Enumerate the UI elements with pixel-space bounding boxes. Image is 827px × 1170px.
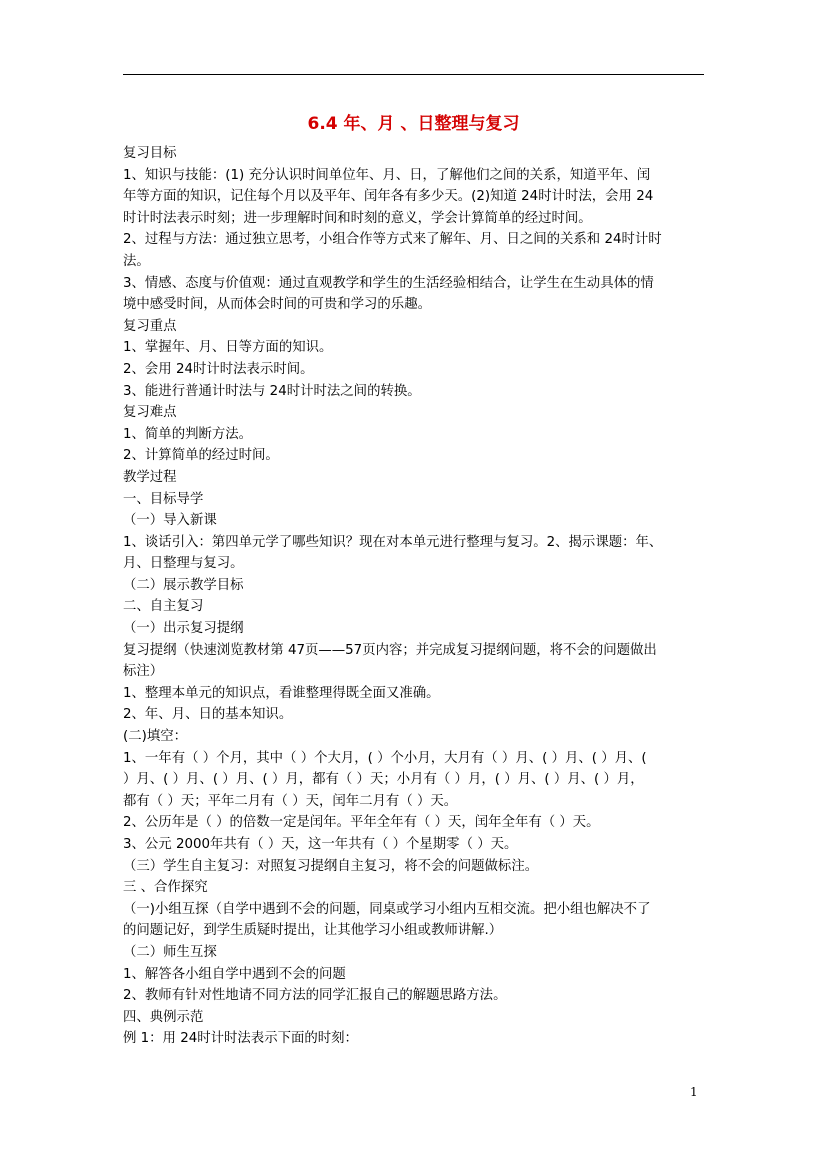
text-line: 教学过程 (123, 469, 177, 485)
text-line: 1、谈话引入：第四单元学了哪些知识？现在对本单元进行整理与复习。2、揭示课题：年、 (123, 534, 663, 550)
header-rule (123, 74, 704, 75)
text-line: （一）出示复习提纲 (123, 621, 244, 637)
text-line: （三）学生自主复习：对照复习提纲自主复习，将不会的问题做标注。 (123, 858, 539, 874)
text-line: 四、典例示范 (123, 1009, 204, 1025)
text-line: (二)填空： (123, 729, 188, 745)
text-line: 2、教师有针对性地请不同方法的同学汇报自己的解题思路方法。 (123, 988, 507, 1004)
text-line: 复习目标 (123, 146, 177, 161)
document-title: 6.4 年、月 、日整理与复习 (307, 114, 520, 134)
text-line: 标注） (123, 664, 164, 680)
text-line: 境中感受时间，从而体会时间的可贵和学习的乐趣。 (123, 297, 431, 313)
text-line: （二）师生互探 (123, 944, 217, 960)
text-line: 1、一年有（ ）个月，其中（ ）个大月，( ）个小月，大月有（ ）月、( ）月、( ）月、( (123, 750, 647, 766)
text-line: 1、掌握年、月、日等方面的知识。 (123, 340, 333, 356)
text-line: 时计时法表示时刻；进一步理解时间和时刻的意义，学会计算简单的经过时间。 (123, 210, 592, 226)
text-line: 3、情感、态度与价值观：通过直观教学和学生的生活经验相结合，让学生在生动具体的情 (123, 275, 654, 291)
text-line: （一)小组互探（自学中遇到不会的问题，同桌或学习小组内互相交流。把小组也解决不了 (123, 901, 651, 917)
text-line: （一）导入新课 (123, 513, 217, 529)
text-line: 复习提纲（快速浏览教材第 47页——57页内容；并完成复习提纲问题，将不会的问题做出 (123, 642, 657, 658)
text-line: 的问题记好，到学生质疑时提出，让其他学习小组或教师讲解.） (123, 923, 503, 939)
text-line: 三 、合作探究 (123, 880, 208, 896)
text-line: 2、公历年是（ ）的倍数一定是闰年。平年全年有（ ）天，闰年全年有（ ）天。 (123, 815, 600, 831)
document-body (123, 143, 721, 1050)
text-line: 2、计算简单的经过时间。 (123, 448, 279, 464)
text-line: 月、日整理与复习。 (123, 556, 244, 572)
text-line: 复习难点 (123, 405, 177, 421)
text-line: 3、能进行普通计时法与 24时计时法之间的转换。 (123, 383, 421, 399)
text-line: 例 1：用 24时计时法表示下面的时刻： (123, 1031, 358, 1047)
text-line: 1、整理本单元的知识点，看谁整理得既全面又准确。 (123, 685, 440, 701)
text-line: 都有（ ）天；平年二月有（ ）天，闰年二月有（ ）天。 (123, 793, 458, 809)
text-line: ）月、( ）月、( ）月、( ）月，都有（ ）天；小月有（ ）月，( ）月、( ）月、( ）月， (123, 772, 644, 788)
text-line: （二）展示教学目标 (123, 577, 244, 593)
text-line: 复习重点 (123, 318, 177, 334)
text-line: 年等方面的知识，记住每个月以及平年、闰年各有多少天。(2)知道 24时计时法，会用 24 (123, 189, 654, 205)
text-line: 2、会用 24时计时法表示时间。 (123, 361, 314, 377)
text-line: 法。 (123, 253, 150, 269)
text-line: 1、简单的判断方法。 (123, 426, 253, 442)
text-line: 1、解答各小组自学中遇到不会的问题 (123, 966, 346, 982)
text-line: 一、目标导学 (123, 491, 204, 507)
text-line: 1、知识与技能：(1) 充分认识时间单位年、月、日，了解他们之间的关系，知道平年、闰 (123, 167, 651, 183)
text-line: 2、过程与方法：通过独立思考，小组合作等方式来了解年、月、日之间的关系和 24时计时 (123, 232, 662, 248)
page-number: 1 (690, 1085, 698, 1099)
text-line: 3、公元 2000年共有（ ）天，这一年共有（ ）个星期零（ ）天。 (123, 837, 518, 852)
text-line: 2、年、月、日的基本知识。 (123, 707, 293, 723)
text-line: 二、自主复习 (123, 599, 204, 615)
